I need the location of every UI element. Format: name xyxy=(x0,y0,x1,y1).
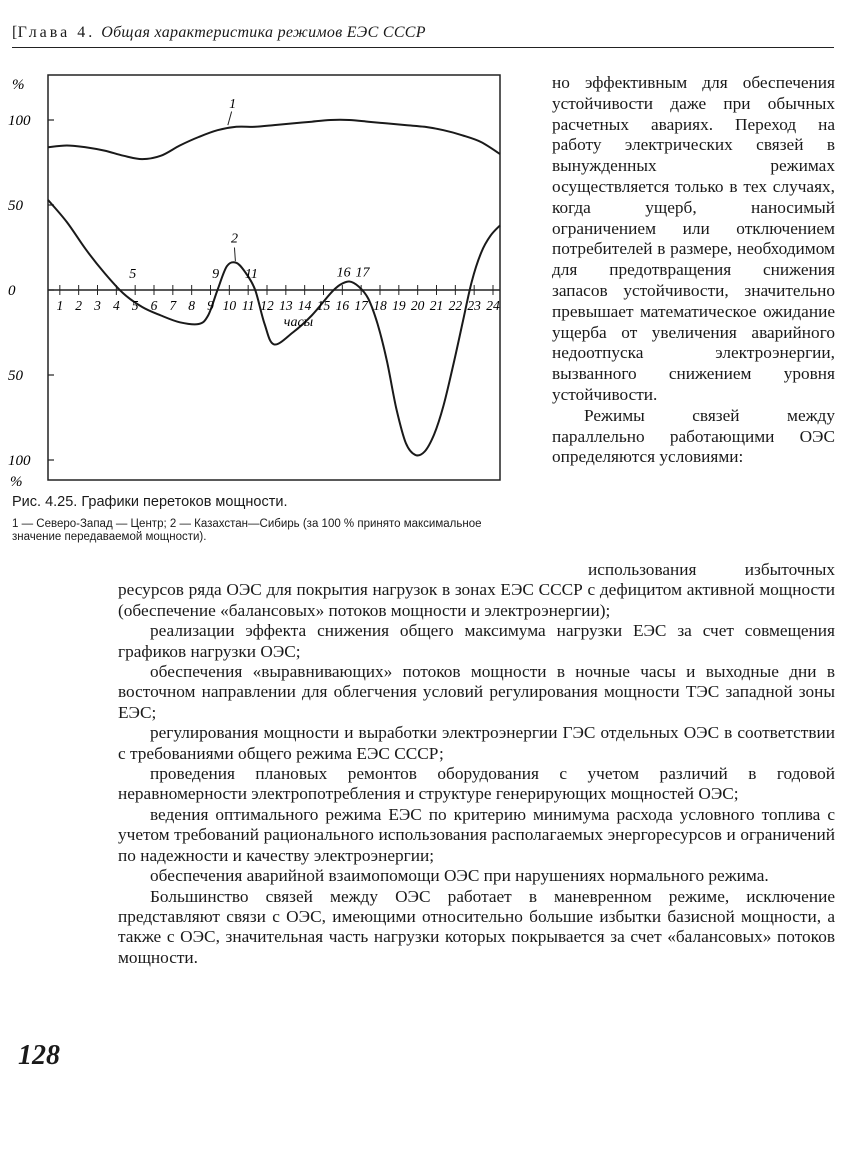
x-tick-label: 5 xyxy=(131,298,139,313)
x-tick-label: 24 xyxy=(486,298,500,313)
x-tick-label: 1 xyxy=(56,298,64,313)
y-tick-label: 50 xyxy=(8,368,23,384)
x-tick-label: 17 xyxy=(354,298,368,313)
chart-axes xyxy=(48,120,500,460)
right-paragraph-2: Режимы связей между параллельно работающими ОЭС определяются условиями: xyxy=(552,405,835,467)
y-unit-label-top: % xyxy=(12,77,25,93)
x-tick-label: 14 xyxy=(297,298,312,313)
list-item: ведения оптимального режима ЕЭС по критерию минимума расхода условного топлива с учетом требований рационального использования располагаемых энергоресурсов и ограничений по надежности и качеству электроэнергии; xyxy=(118,804,835,865)
x-tick-label: 10 xyxy=(222,298,237,313)
x-tick-label: 16 xyxy=(335,298,350,313)
x-tick-label: 3 xyxy=(94,298,101,313)
chart-annotation: 17 xyxy=(355,265,370,281)
y-tick-label: 100 xyxy=(8,453,31,469)
chart-frame xyxy=(48,75,500,480)
series-line-1 xyxy=(48,120,500,159)
list-item: использования избыточных ресурсов ряда ОЭС для покрытия нагрузок в зонах ЕЭС СССР с дефицитом активной мощности (обеспечение «балансовых» потоков мощности и электроэнергии); xyxy=(118,560,835,620)
list-item: реализации эффекта снижения общего максимума нагрузки ЕЭС за счет совмещения графиков нагрузки ОЭС; xyxy=(118,621,835,661)
x-tick-label: 23 xyxy=(467,298,481,313)
x-tick-label: 2 xyxy=(75,298,83,313)
x-tick-label: 12 xyxy=(260,298,274,313)
caption-legend: 1 — Северо-Запад — Центр; 2 — Казахстан—Сибирь (за 100 % принято максимальное значение передаваемой мощности). xyxy=(12,518,482,543)
y-tick-label: 0 xyxy=(8,283,16,299)
list-item: регулирования мощности и выработки электроэнергии ГЭС отдельных ОЭС в соответствии с требованиями общего режима ЕЭС СССР; xyxy=(118,723,835,763)
x-tick-label: 21 xyxy=(429,298,444,313)
list-item: проведения плановых ремонтов оборудования с учетом различий в годовой неравномерности электропотребления и структуре генерирующих мощностей ОЭС; xyxy=(118,764,835,804)
chart-labels xyxy=(8,77,500,490)
running-header xyxy=(12,24,812,42)
x-tick-label: 8 xyxy=(188,298,196,313)
plot-border xyxy=(48,75,500,480)
x-axis-label: часы xyxy=(283,315,314,330)
x-tick-label: 9 xyxy=(207,298,214,313)
chart-annotation: 5 xyxy=(129,267,137,283)
x-tick-label: 13 xyxy=(279,298,293,313)
header-rule xyxy=(12,47,834,48)
y-unit-label-bottom: % xyxy=(10,474,23,490)
x-tick-label: 11 xyxy=(241,298,255,313)
chart-series xyxy=(48,120,500,456)
y-tick-label: 100 xyxy=(8,113,31,129)
header-bracket: [ xyxy=(12,24,18,41)
figure-caption xyxy=(12,494,532,544)
header-title: Общая характеристика режимов ЕЭС СССР xyxy=(101,24,426,41)
x-tick-label: 7 xyxy=(169,298,177,313)
header-chapter: Глава 4. xyxy=(17,24,96,41)
x-tick-label: 4 xyxy=(112,298,120,313)
x-tick-label: 15 xyxy=(316,298,331,313)
main-text xyxy=(118,560,835,968)
chart-annotation: 9 xyxy=(212,267,220,283)
x-tick-label: 20 xyxy=(410,298,425,313)
chart-annotation: 16 xyxy=(336,265,351,281)
chart-annotation: 11 xyxy=(244,267,258,283)
x-tick-label: 22 xyxy=(448,298,463,313)
list-item: обеспечения «выравнивающих» потоков мощности в ночные часы и выходные дни в восточном направлении для облегчения условий регулирования мощности ТЭС западной зоны ЕЭС; xyxy=(118,662,835,722)
power-flow-chart xyxy=(0,60,540,490)
x-tick-label: 18 xyxy=(373,298,387,313)
x-tick-label: 19 xyxy=(392,298,406,313)
caption-title: Рис. 4.25. Графики перетоков мощности. xyxy=(12,494,288,510)
series-1-leader xyxy=(228,112,232,126)
series-2-leader xyxy=(234,248,235,262)
x-tick-label: 6 xyxy=(150,298,158,313)
y-tick-label: 50 xyxy=(8,198,23,214)
right-column-text xyxy=(552,73,835,468)
chart-annotation: 1 xyxy=(229,97,237,113)
right-paragraph-1: но эффективным для обеспечения устойчивости даже при обычных расчетных авариях. Переход на работу электрических связей в вынужденных режимах осуществляется только в тех случаях, когда ущерб, наносимый ограничением или отключением потребителей в размере, необходимом для предотвращения снижения запасов устойчивости, значительно превышает математическое ожидание ущерба от увеличения аварийного недоотпуска электроэнергии, вызванного снижением уровня устойчивости. xyxy=(552,73,835,404)
page-number: 128 xyxy=(18,1040,60,1071)
chart-annotation: 2 xyxy=(230,231,238,247)
series-line-2 xyxy=(48,200,500,456)
closing-paragraph: Большинство связей между ОЭС работает в маневренном режиме, исключение представляют связи с ОЭС, имеющими относительно большие избытки базисной мощности, а также с ОЭС, значительная часть нагрузки которых покрывается за счет «балансовых» потоков мощности. xyxy=(118,886,835,967)
list-item: обеспечения аварийной взаимопомощи ОЭС при нарушениях нормального режима. xyxy=(150,866,769,886)
